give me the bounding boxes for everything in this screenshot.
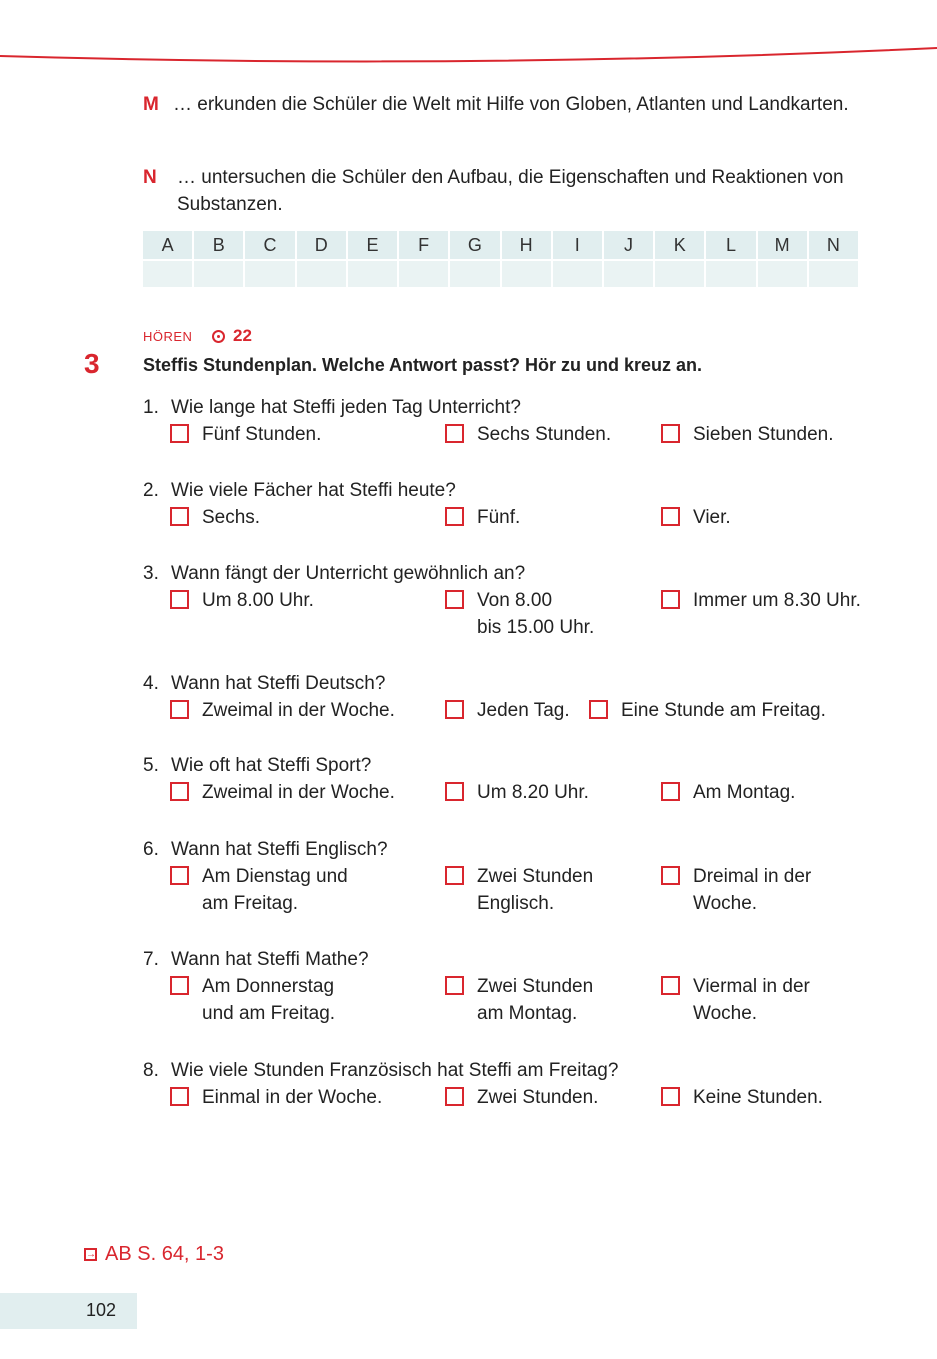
grid-answer-cell[interactable] [348, 261, 397, 287]
grid-answer-cell[interactable] [450, 261, 499, 287]
option-text: Fünf Stunden. [202, 424, 322, 445]
option-text: Zweimal in der Woche. [202, 700, 395, 721]
task-number: 3 [84, 348, 100, 379]
grid-answer-cell[interactable] [502, 261, 551, 287]
option-text: Dreimal in der Woche. [693, 866, 812, 914]
checkbox[interactable] [445, 782, 464, 801]
checkbox[interactable] [661, 866, 680, 885]
definition-m [143, 91, 863, 118]
option-text: Um 8.00 Uhr. [202, 590, 314, 611]
option-text: Immer um 8.30 Uhr. [693, 590, 861, 611]
grid-answer-cell[interactable] [706, 261, 755, 287]
grid-answer-cell[interactable] [553, 261, 602, 287]
question-text: Wann fängt der Unterricht gewöhnlich an? [171, 563, 526, 584]
grid-column [245, 231, 294, 287]
option-text: Sieben Stunden. [693, 424, 834, 445]
question-text: Wann hat Steffi Deutsch? [171, 673, 386, 694]
checkbox[interactable] [661, 590, 680, 609]
checkbox[interactable] [170, 782, 189, 801]
definition-letter: M [143, 94, 159, 115]
grid-letter: F [399, 231, 448, 261]
grid-column [655, 231, 704, 287]
option-text: Zweimal in der Woche. [202, 782, 395, 803]
grid-letter: M [758, 231, 807, 261]
grid-letter: K [655, 231, 704, 261]
grid-answer-cell[interactable] [809, 261, 858, 287]
checkbox[interactable] [170, 424, 189, 443]
section-label: HÖREN [143, 329, 193, 344]
option-text: Vier. [693, 507, 731, 528]
checkbox[interactable] [445, 1087, 464, 1106]
checkbox[interactable] [445, 976, 464, 995]
definition-letter: N [143, 167, 157, 188]
option-text: Am Dienstag und am Freitag. [202, 866, 348, 914]
question-text: Wie viele Stunden Französisch hat Steffi am Freitag? [171, 1060, 619, 1081]
checkbox[interactable] [445, 424, 464, 443]
grid-column [706, 231, 755, 287]
page-number-bar [0, 1293, 137, 1329]
grid-column [809, 231, 858, 287]
grid-column [348, 231, 397, 287]
task-title: Steffis Stundenplan. Welche Antwort passt? Hör zu und kreuz an. [143, 355, 703, 375]
option-text: Zwei Stunden Englisch. [477, 866, 594, 914]
checkbox[interactable] [170, 507, 189, 526]
question-number: 6. [143, 839, 159, 860]
grid-letter: L [706, 231, 755, 261]
definition-n [143, 164, 863, 218]
grid-letter: E [348, 231, 397, 261]
grid-answer-cell[interactable] [297, 261, 346, 287]
checkbox[interactable] [589, 700, 608, 719]
grid-column [143, 231, 192, 287]
option-text: Fünf. [477, 507, 521, 528]
arrow-box-icon: → [86, 1249, 96, 1260]
checkbox[interactable] [170, 866, 189, 885]
question-number: 7. [143, 949, 159, 970]
option-text: Eine Stunde am Freitag. [621, 700, 826, 721]
checkbox[interactable] [445, 866, 464, 885]
grid-letter: C [245, 231, 294, 261]
checkbox[interactable] [170, 976, 189, 995]
question-text: Wann hat Steffi Englisch? [171, 839, 388, 860]
reference-text: AB S. 64, 1-3 [105, 1243, 224, 1265]
grid-column [502, 231, 551, 287]
grid-letter: I [553, 231, 602, 261]
audio-track[interactable] [212, 326, 252, 346]
checkbox[interactable] [445, 590, 464, 609]
option-text: Einmal in der Woche. [202, 1087, 383, 1108]
option-text: Am Donnerstag und am Freitag. [202, 976, 336, 1024]
track-number: 22 [233, 326, 252, 345]
question-text: Wann hat Steffi Mathe? [171, 949, 369, 970]
checkbox[interactable] [661, 507, 680, 526]
top-divider-line [0, 44, 937, 74]
checkbox[interactable] [170, 700, 189, 719]
grid-letter: H [502, 231, 551, 261]
checkbox[interactable] [170, 590, 189, 609]
checkbox[interactable] [661, 1087, 680, 1106]
question-number: 3. [143, 563, 159, 584]
grid-column [450, 231, 499, 287]
checkbox[interactable] [661, 976, 680, 995]
grid-answer-cell[interactable] [758, 261, 807, 287]
question-number: 5. [143, 755, 159, 776]
option-text: Von 8.00 bis 15.00 Uhr. [477, 590, 595, 638]
answer-grid [143, 231, 858, 287]
grid-answer-cell[interactable] [604, 261, 653, 287]
question-number: 2. [143, 480, 159, 501]
checkbox[interactable] [445, 507, 464, 526]
definition-text: … untersuchen die Schüler den Aufbau, die Eigenschaften und Reaktionen von Substanzen. [177, 167, 844, 215]
question-text: Wie lange hat Steffi jeden Tag Unterricht? [171, 397, 521, 418]
option-text: Um 8.20 Uhr. [477, 782, 589, 803]
page-number: 102 [86, 1300, 117, 1320]
question-text: Wie oft hat Steffi Sport? [171, 755, 372, 776]
grid-answer-cell[interactable] [399, 261, 448, 287]
grid-letter: A [143, 231, 192, 261]
grid-letter: J [604, 231, 653, 261]
checkbox[interactable] [661, 424, 680, 443]
checkbox[interactable] [170, 1087, 189, 1106]
question-number: 1. [143, 397, 159, 418]
question-number: 4. [143, 673, 159, 694]
grid-column [758, 231, 807, 287]
grid-column [553, 231, 602, 287]
grid-letter: N [809, 231, 858, 261]
checkbox[interactable] [661, 782, 680, 801]
option-text: Am Montag. [693, 782, 796, 803]
grid-answer-cell[interactable] [194, 261, 243, 287]
question-text: Wie viele Fächer hat Steffi heute? [171, 480, 456, 501]
grid-answer-cell[interactable] [143, 261, 192, 287]
option-text: Zwei Stunden am Montag. [477, 976, 594, 1024]
workbook-reference[interactable] [84, 1243, 224, 1266]
grid-column [297, 231, 346, 287]
grid-answer-cell[interactable] [245, 261, 294, 287]
grid-column [194, 231, 243, 287]
checkbox[interactable] [445, 700, 464, 719]
option-text: Sechs. [202, 507, 261, 528]
cd-icon [212, 330, 225, 343]
option-text: Jeden Tag. [477, 700, 570, 721]
grid-column [604, 231, 653, 287]
option-text: Keine Stunden. [693, 1087, 823, 1108]
definition-text: … erkunden die Schüler die Welt mit Hilfe von Globen, Atlanten und Landkarten. [173, 94, 849, 115]
grid-answer-cell[interactable] [655, 261, 704, 287]
grid-letter: G [450, 231, 499, 261]
grid-letter: D [297, 231, 346, 261]
grid-column [399, 231, 448, 287]
question-number: 8. [143, 1060, 159, 1081]
option-text: Viermal in der Woche. [693, 976, 810, 1024]
grid-letter: B [194, 231, 243, 261]
option-text: Zwei Stunden. [477, 1087, 599, 1108]
option-text: Sechs Stunden. [477, 424, 612, 445]
